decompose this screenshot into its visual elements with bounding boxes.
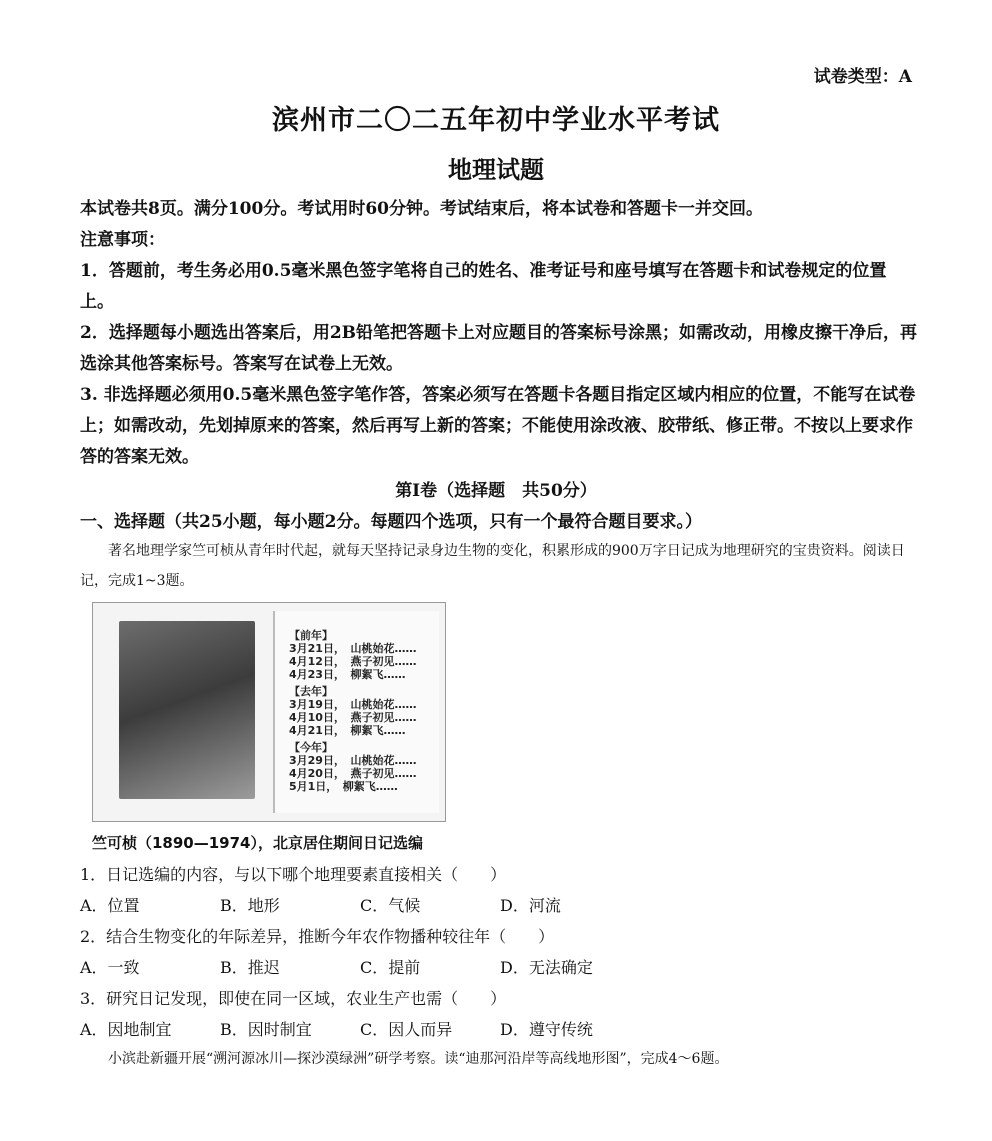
- exam-subtitle: 地理试题: [448, 155, 544, 184]
- option-c: C．因人而异: [360, 1020, 453, 1039]
- diary-entry: 4月20日， 燕子初见……: [289, 767, 417, 780]
- part-heading: 一、选择题（共25小题，每小题2分。每题四个选项，只有一个最符合题目要求。）: [80, 512, 702, 532]
- option-b: B．推迟: [220, 958, 280, 977]
- exam-title: 滨州市二〇二五年初中学业水平考试: [272, 105, 720, 136]
- option-d: D．河流: [500, 896, 561, 915]
- diary-year: 【去年】: [289, 685, 333, 698]
- question-3: 3．研究日记发现，即使在同一区域，农业生产也需（ ）: [80, 989, 507, 1008]
- option-d: D．无法确定: [500, 958, 593, 977]
- option-a: A．一致: [80, 958, 140, 977]
- question-3-options: [80, 1017, 640, 1040]
- option-c: C．气候: [360, 896, 421, 915]
- option-b: B．地形: [220, 896, 280, 915]
- option-a: A．位置: [80, 896, 140, 915]
- diary-entry: 5月1日， 柳絮飞……: [289, 780, 398, 793]
- question-2-options: [80, 955, 640, 978]
- notice-item-3: 3. 非选择题必须用0.5毫米黑色签字笔作答，答案必须写在答题卡各题目指定区域内相应的位置，不能写在试卷上；如需改动，先划掉原来的答案，然后再写上新的答案；不能使用涂改液、胶带纸、修正带。不按以上要求作答的答案无效。: [80, 385, 916, 467]
- notice-label: 注意事项：: [80, 230, 165, 250]
- diary-entry: 4月23日， 柳絮飞……: [289, 668, 406, 681]
- question-1: 1．日记选编的内容，与以下哪个地理要素直接相关（ ）: [80, 865, 507, 884]
- option-c: C．提前: [360, 958, 421, 977]
- option-d: D．遵守传统: [500, 1020, 593, 1039]
- diary-group: [289, 741, 416, 793]
- diary-group: [289, 685, 416, 737]
- exam-summary: 本试卷共8页。满分100分。考试用时60分钟。考试结束后，将本试卷和答题卡一并交回。: [80, 199, 763, 219]
- next-reading-intro: 小滨赴新疆开展“溯河源冰川—探沙漠绿洲”研学考察。读“迪那河沿岸等高线地形图”，完成4～6题。: [108, 1051, 729, 1067]
- notice-item-1: 1．答题前，考生务必用0.5毫米黑色签字笔将自己的姓名、准考证号和座号填写在答题卡和试卷规定的位置上。: [80, 261, 887, 312]
- diary-year: 【今年】: [289, 741, 333, 754]
- diary-group: [289, 629, 416, 681]
- diary-entry: 3月21日， 山桃始花……: [289, 642, 417, 655]
- diary-figure: [92, 602, 446, 822]
- diary-page: [273, 611, 439, 813]
- section-heading: 第Ⅰ卷（选择题 共50分）: [395, 481, 597, 501]
- diary-entry: 3月29日， 山桃始花……: [289, 754, 417, 767]
- diary-entries: [289, 625, 416, 793]
- diary-entry: 3月19日， 山桃始花……: [289, 698, 417, 711]
- option-a: A．因地制宜: [80, 1020, 172, 1039]
- question-2: 2．结合生物变化的年际差异，推断今年农作物播种较往年（ ）: [80, 927, 555, 946]
- notice-item-2: 2．选择题每小题选出答案后，用2B铅笔把答题卡上对应题目的答案标号涂黑；如需改动，用橡皮擦干净后，再选涂其他答案标号。答案写在试卷上无效。: [80, 323, 918, 374]
- diary-entry: 4月10日， 燕子初见……: [289, 711, 417, 724]
- diary-year: 【前年】: [289, 629, 333, 642]
- reading-intro: 著名地理学家竺可桢从青年时代起，就每天坚持记录身边生物的变化，积累形成的900万字日记成为地理研究的宝贵资料。阅读日记，完成1~3题。: [80, 543, 905, 589]
- diary-entry: 4月21日， 柳絮飞……: [289, 724, 406, 737]
- paper-type: 试卷类型：A: [813, 67, 912, 87]
- portrait-photo: [119, 621, 255, 799]
- figure-caption: 竺可桢（1890—1974），北京居住期间日记选编: [92, 834, 423, 852]
- diary-entry: 4月12日， 燕子初见……: [289, 655, 417, 668]
- question-1-options: [80, 893, 640, 916]
- option-b: B．因时制宜: [220, 1020, 312, 1039]
